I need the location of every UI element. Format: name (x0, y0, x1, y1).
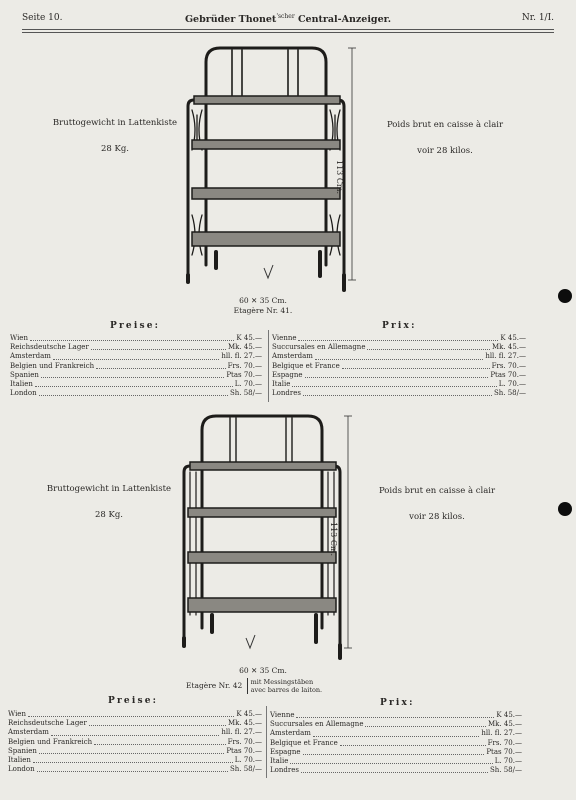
price-location: Succursales en Allemagne (272, 343, 366, 352)
price-value: Mk. 45.— (228, 719, 262, 728)
price-row (272, 352, 526, 361)
page-number: Seite 10. (22, 13, 63, 23)
price-location: London (10, 389, 37, 398)
leader-dots (39, 389, 228, 396)
price-row (10, 334, 262, 343)
price-row (270, 729, 522, 738)
price-value: Ptas 70.— (226, 370, 262, 379)
name-note-42: mit Messingstäben avec barres de laiton. (247, 678, 322, 694)
price-value: Frs. 70.— (487, 738, 522, 747)
price-value: Frs. 70.— (491, 361, 526, 370)
price-value: Frs. 70.— (227, 361, 262, 370)
leader-dots (91, 343, 226, 350)
price-location: Italie (272, 380, 291, 389)
price-value: Mk. 45.— (492, 343, 526, 352)
price-row (8, 756, 262, 765)
leader-dots (340, 739, 486, 746)
price-value: hll. fl. 27.— (481, 729, 522, 738)
price-row (270, 757, 522, 766)
price-list-fr-42 (270, 711, 522, 775)
leader-dots (28, 710, 234, 717)
price-value: L. 70.— (498, 380, 526, 389)
header-rule-thin (22, 32, 554, 33)
price-row (270, 739, 522, 748)
price-location: Wien (10, 334, 28, 342)
price-location: Vienne (272, 334, 297, 342)
price-value: K 45.— (496, 711, 522, 719)
price-value: hll. fl. 27.— (221, 728, 262, 737)
leader-dots (301, 766, 488, 773)
leader-dots (298, 334, 498, 341)
price-row (272, 389, 526, 398)
dimensions-42: 60 ✕ 35 Cm. (239, 666, 287, 675)
price-value: Frs. 70.— (227, 737, 262, 746)
price-location: Amsterdam (272, 352, 313, 361)
height-label-41: 113 Cm. (335, 160, 344, 195)
leader-dots (41, 371, 224, 378)
price-value: Ptas 70.— (490, 370, 526, 379)
weight-note-fr: Poids brut en caisse à clair voir 28 kilos. (386, 120, 504, 157)
weight-note-de-42: Bruttogewicht in Lattenkiste 28 Kg. (46, 484, 172, 521)
leader-dots (313, 729, 479, 736)
name-41: Etagère Nr. 41. (233, 306, 293, 316)
price-row (10, 371, 262, 380)
prices-heading-fr-42: Prix: (380, 698, 415, 708)
page-header (22, 13, 554, 29)
etagere-42-caption (186, 678, 322, 694)
name-42: Etagère Nr. 42 (186, 681, 243, 690)
leader-dots (51, 728, 219, 735)
weight-note-de: Bruttogewicht in Lattenkiste 28 Kg. (52, 118, 178, 155)
binder-hole-bottom (558, 502, 572, 516)
prices-heading-de-41: Preise: (110, 321, 161, 331)
price-location: Spanien (8, 746, 37, 755)
price-row (8, 719, 262, 728)
price-location: Amsterdam (8, 728, 49, 737)
leader-dots (33, 756, 233, 763)
price-row (10, 352, 262, 361)
price-location: Reichsdeutsche Lager (10, 343, 89, 352)
price-value: Mk. 45.— (228, 343, 262, 352)
leader-dots (89, 719, 226, 726)
leader-dots (303, 748, 485, 755)
weight-note-fr-42: Poids brut en caisse à clair voir 28 kilos. (378, 486, 496, 523)
price-location: Belgique et France (272, 361, 340, 370)
price-value: K 45.— (500, 334, 526, 342)
leader-dots (296, 711, 494, 718)
price-location: Reichsdeutsche Lager (8, 719, 87, 728)
price-location: Londres (270, 766, 299, 775)
price-location: Italien (8, 756, 31, 765)
price-value: Sh. 58/— (229, 765, 262, 774)
price-value: Ptas 70.— (486, 747, 522, 756)
price-location: Espagne (272, 370, 303, 379)
leader-dots (365, 720, 486, 727)
leader-dots (367, 343, 490, 350)
price-value: Ptas 70.— (226, 746, 262, 755)
price-row (10, 389, 262, 398)
price-value: K 45.— (236, 334, 262, 342)
price-value: hll. fl. 27.— (221, 352, 262, 361)
price-row (270, 711, 522, 720)
price-row (270, 766, 522, 775)
leader-dots (290, 757, 492, 764)
leader-dots (53, 352, 219, 359)
column-divider-2 (266, 706, 267, 778)
header-rule (22, 29, 554, 30)
leader-dots (35, 380, 233, 387)
price-location: Amsterdam (270, 729, 311, 738)
price-row (270, 748, 522, 757)
price-value: L. 70.— (494, 757, 522, 766)
price-row (272, 343, 526, 352)
price-row (270, 720, 522, 729)
dimensions-41: 60 ✕ 35 Cm. (239, 296, 287, 305)
price-value: Sh. 58/— (489, 766, 522, 775)
price-row (10, 362, 262, 371)
price-row (272, 362, 526, 371)
page-title: Gebrüder Thonet$^{'scher}$ Central-Anzeiger. (184, 13, 392, 26)
price-list-fr-41 (272, 334, 526, 398)
column-divider (268, 330, 269, 402)
price-list-de-41 (10, 334, 262, 398)
price-value: L. 70.— (234, 756, 262, 765)
price-value: Mk. 45.— (488, 720, 522, 729)
leader-dots (315, 352, 483, 359)
price-location: Wien (8, 710, 26, 718)
price-row (272, 334, 526, 343)
price-location: Spanien (10, 370, 39, 379)
price-location: Italie (270, 757, 289, 766)
price-row (272, 371, 526, 380)
leader-dots (292, 380, 496, 387)
price-location: Succursales en Allemagne (270, 720, 364, 729)
leader-dots (305, 371, 489, 378)
price-value: Sh. 58/— (229, 389, 262, 398)
price-location: Espagne (270, 747, 301, 756)
price-value: L. 70.— (234, 380, 262, 389)
issue-number: Nr. 1/I. (521, 13, 554, 23)
price-row (8, 747, 262, 756)
price-location: Amsterdam (10, 352, 51, 361)
price-row (8, 728, 262, 737)
price-location: London (8, 765, 35, 774)
binder-hole-top (558, 289, 572, 303)
price-location: Belgique et France (270, 738, 338, 747)
leader-dots (30, 334, 234, 341)
price-value: K 45.— (236, 710, 262, 718)
price-value: hll. fl. 27.— (485, 352, 526, 361)
price-location: Vienne (270, 711, 295, 719)
price-row (8, 765, 262, 774)
leader-dots (342, 362, 490, 369)
leader-dots (37, 765, 228, 772)
price-location: Belgien und Frankreich (10, 361, 95, 370)
prices-heading-de-42: Preise: (108, 696, 159, 706)
price-row (8, 710, 262, 719)
price-row (10, 343, 262, 352)
etagere-41-caption (188, 296, 338, 316)
price-list-de-42 (8, 710, 262, 774)
prices-heading-fr-41: Prix: (382, 321, 417, 331)
price-row (8, 738, 262, 747)
leader-dots (94, 738, 225, 745)
leader-dots (39, 747, 224, 754)
price-value: Sh. 58/— (493, 389, 526, 398)
price-location: Belgien und Frankreich (8, 737, 93, 746)
price-location: Londres (272, 389, 301, 398)
price-row (10, 380, 262, 389)
height-label-42: 113 Cm. (329, 522, 338, 557)
leader-dots (96, 362, 225, 369)
price-location: Italien (10, 380, 33, 389)
price-row (272, 380, 526, 389)
leader-dots (303, 389, 492, 396)
